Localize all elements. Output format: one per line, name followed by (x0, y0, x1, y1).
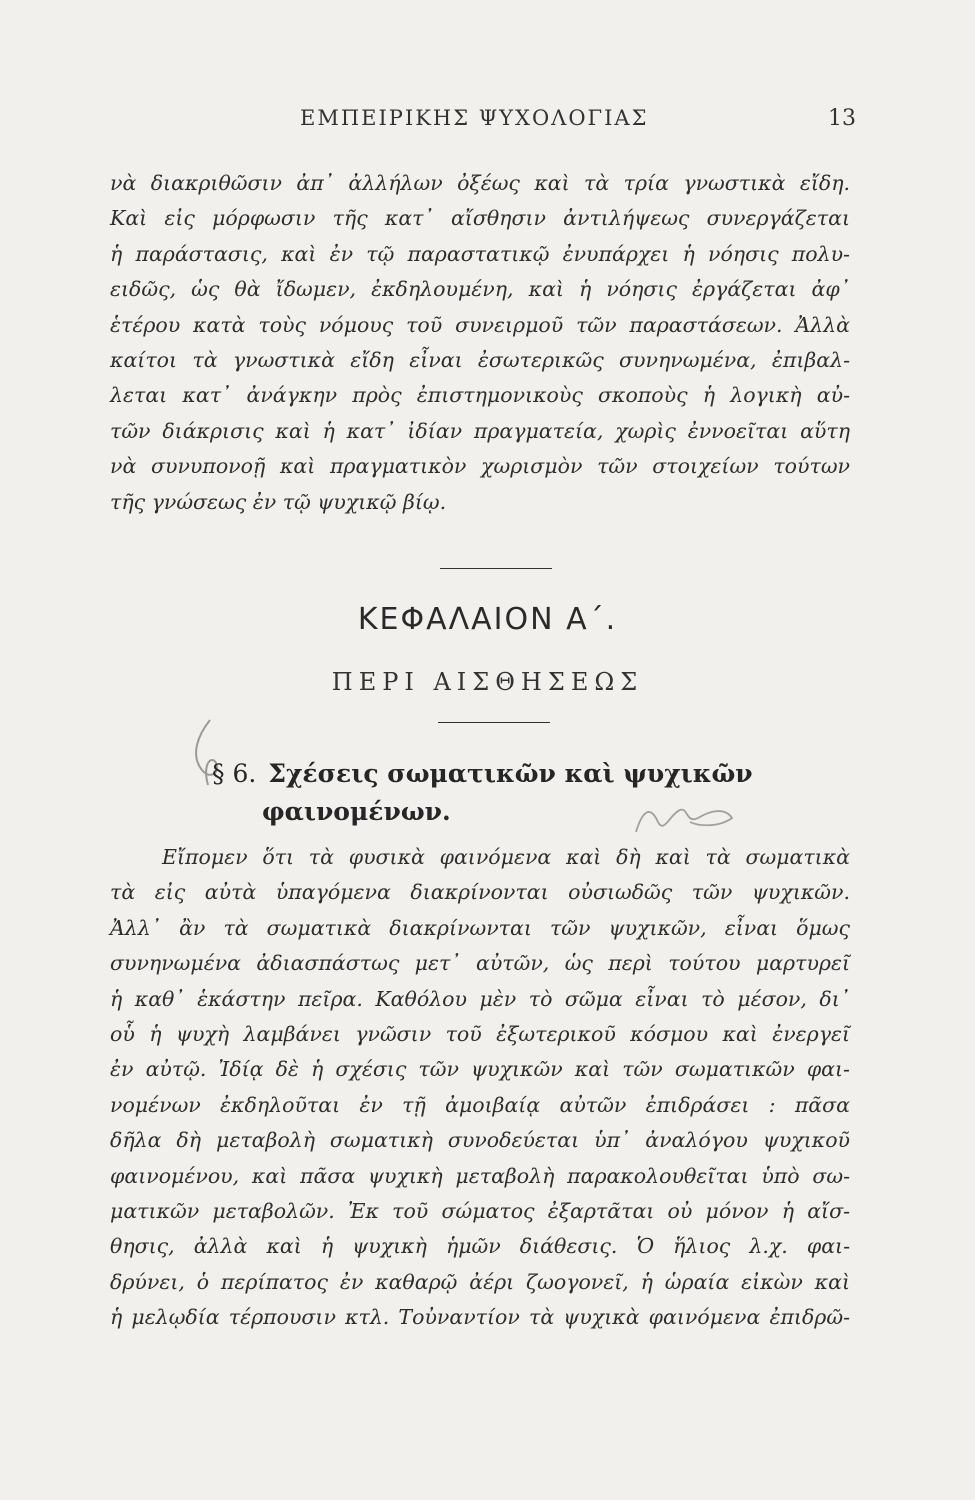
text-line: τῶν διάκρισις καὶ ἡ κατ᾽ ἰδίαν πραγματεία, χωρὶς ἐννοεῖται αὕτη (110, 418, 850, 443)
text-line: δῆλα δὴ μεταβολὴ σωματικὴ συνοδεύεται ὑπ᾽ ἀναλόγου ψυχικοῦ (110, 1128, 850, 1153)
text-line: ματικῶν μεταβολῶν. Ἐκ τοῦ σώματος ἐξαρτᾶται οὐ μόνον ἡ αἴσ- (110, 1199, 850, 1224)
text-line: καίτοι τὰ γνωστικὰ εἴδη εἶναι ἐσωτερικῶς συνηνωμένα, ἐπιβαλ- (110, 348, 850, 373)
text-line: ἡ μελῳδία τέρπουσιν κτλ. Τοὐναντίον τὰ ψυχικὰ φαινόμενα ἐπιδρῶ- (110, 1305, 850, 1330)
text-line: Καὶ εἰς μόρφωσιν τῆς κατ᾽ αἴσθησιν ἀντιλήψεως συνεργάζεται (110, 206, 850, 231)
page-number: 13 (828, 106, 856, 131)
text-line: φαινομένου, καὶ πᾶσα ψυχικὴ μεταβολὴ παρακολουθεῖται ὑπὸ σω- (110, 1163, 850, 1188)
body-paragraph (110, 840, 850, 1336)
section-title-line2: φαινομένων. (262, 797, 451, 826)
text-line: ειδῶς, ὡς θὰ ἴδωμεν, ἐκδηλουμένη, καὶ ἡ νόησις ἐργάζεται ἀφ᾽ (110, 277, 850, 302)
text-line: ἡ καθ᾽ ἑκάστην πεῖρα. Καθόλου μὲν τὸ σῶμα εἶναι τὸ μέσον, δι᾽ (110, 986, 850, 1011)
intro-paragraph (110, 166, 850, 520)
section-heading (212, 755, 852, 831)
section-title-line1: Σχέσεις σωματικῶν καὶ ψυχικῶν (268, 759, 753, 788)
text-line: συνηνωμένα ἀδιασπάστως μετ᾽ αὐτῶν, ὡς περὶ τούτου μαρτυρεῖ (110, 951, 850, 976)
text-line: τῆς γνώσεως ἐν τῷ ψυχικῷ βίῳ. (110, 489, 447, 514)
text-line: ἐν αὐτῷ. Ἰδίᾳ δὲ ἡ σχέσις τῶν ψυχικῶν καὶ τῶν σωματικῶν φαι- (110, 1057, 850, 1082)
section-number: § 6. (212, 759, 257, 788)
text-line: ἑτέρου κατὰ τοὺς νόμους τοῦ συνειρμοῦ τῶν παραστάσεων. Ἀλλὰ (110, 312, 850, 337)
chapter-title: ΚΕΦΑΛΑΙΟΝ Α΄. (357, 602, 618, 637)
running-head (0, 106, 975, 136)
text-line: δρύνει, ὁ περίπατος ἐν καθαρῷ ἀέρι ζωογονεῖ, ἡ ὡραία εἰκὼν καὶ (110, 1269, 850, 1294)
text-line: νὰ διακριθῶσιν ἀπ᾽ ἀλλήλων ὀξέως καὶ τὰ τρία γνωστικὰ εἴδη. (110, 171, 850, 195)
running-title: ΕΜΠΕΙΡΙΚΗΣ ΨΥΧΟΛΟΓΙΑΣ (300, 106, 649, 130)
text-line: νομένων ἐκδηλοῦται ἐν τῇ ἀμοιβαίᾳ αὐτῶν ἐπιδράσει : πᾶσα (110, 1092, 850, 1117)
text-line: νὰ συνυπονοῇ καὶ πραγματικὸν χωρισμὸν τῶν στοιχείων τούτων (110, 454, 850, 479)
separator-rule (440, 568, 552, 569)
text-line: Ἀλλ᾽ ἂν τὰ σωματικὰ διακρίνωνται τῶν ψυχικῶν, εἶναι ὅμως (110, 915, 850, 940)
separator-rule (438, 722, 550, 723)
text-line: Εἴπομεν ὅτι τὰ φυσικὰ φαινόμενα καὶ δὴ καὶ τὰ σωματικὰ (162, 845, 850, 869)
text-line: λεται κατ᾽ ἀνάγκην πρὸς ἐπιστημονικοὺς σκοποὺς ἡ λογικὴ αὐ- (110, 383, 850, 408)
text-line: ἡ παράστασις, καὶ ἐν τῷ παραστατικῷ ἐνυπάρχει ἡ νόησις πολυ- (110, 241, 850, 266)
text-line: οὗ ἡ ψυχὴ λαμβάνει γνῶσιν τοῦ ἐξωτερικοῦ κόσμου καὶ ἐνεργεῖ (110, 1022, 850, 1047)
chapter-subtitle: ΠΕΡΙ ΑΙΣΘΗΣΕΩΣ (331, 668, 644, 696)
text-line: θησις, ἀλλὰ καὶ ἡ ψυχικὴ ἡμῶν διάθεσις. Ὁ ἥλιος λ.χ. φαι- (110, 1234, 850, 1259)
text-line: τὰ εἰς αὐτὰ ὑπαγόμενα διακρίνονται οὐσιωδῶς τῶν ψυχικῶν. (110, 880, 850, 905)
